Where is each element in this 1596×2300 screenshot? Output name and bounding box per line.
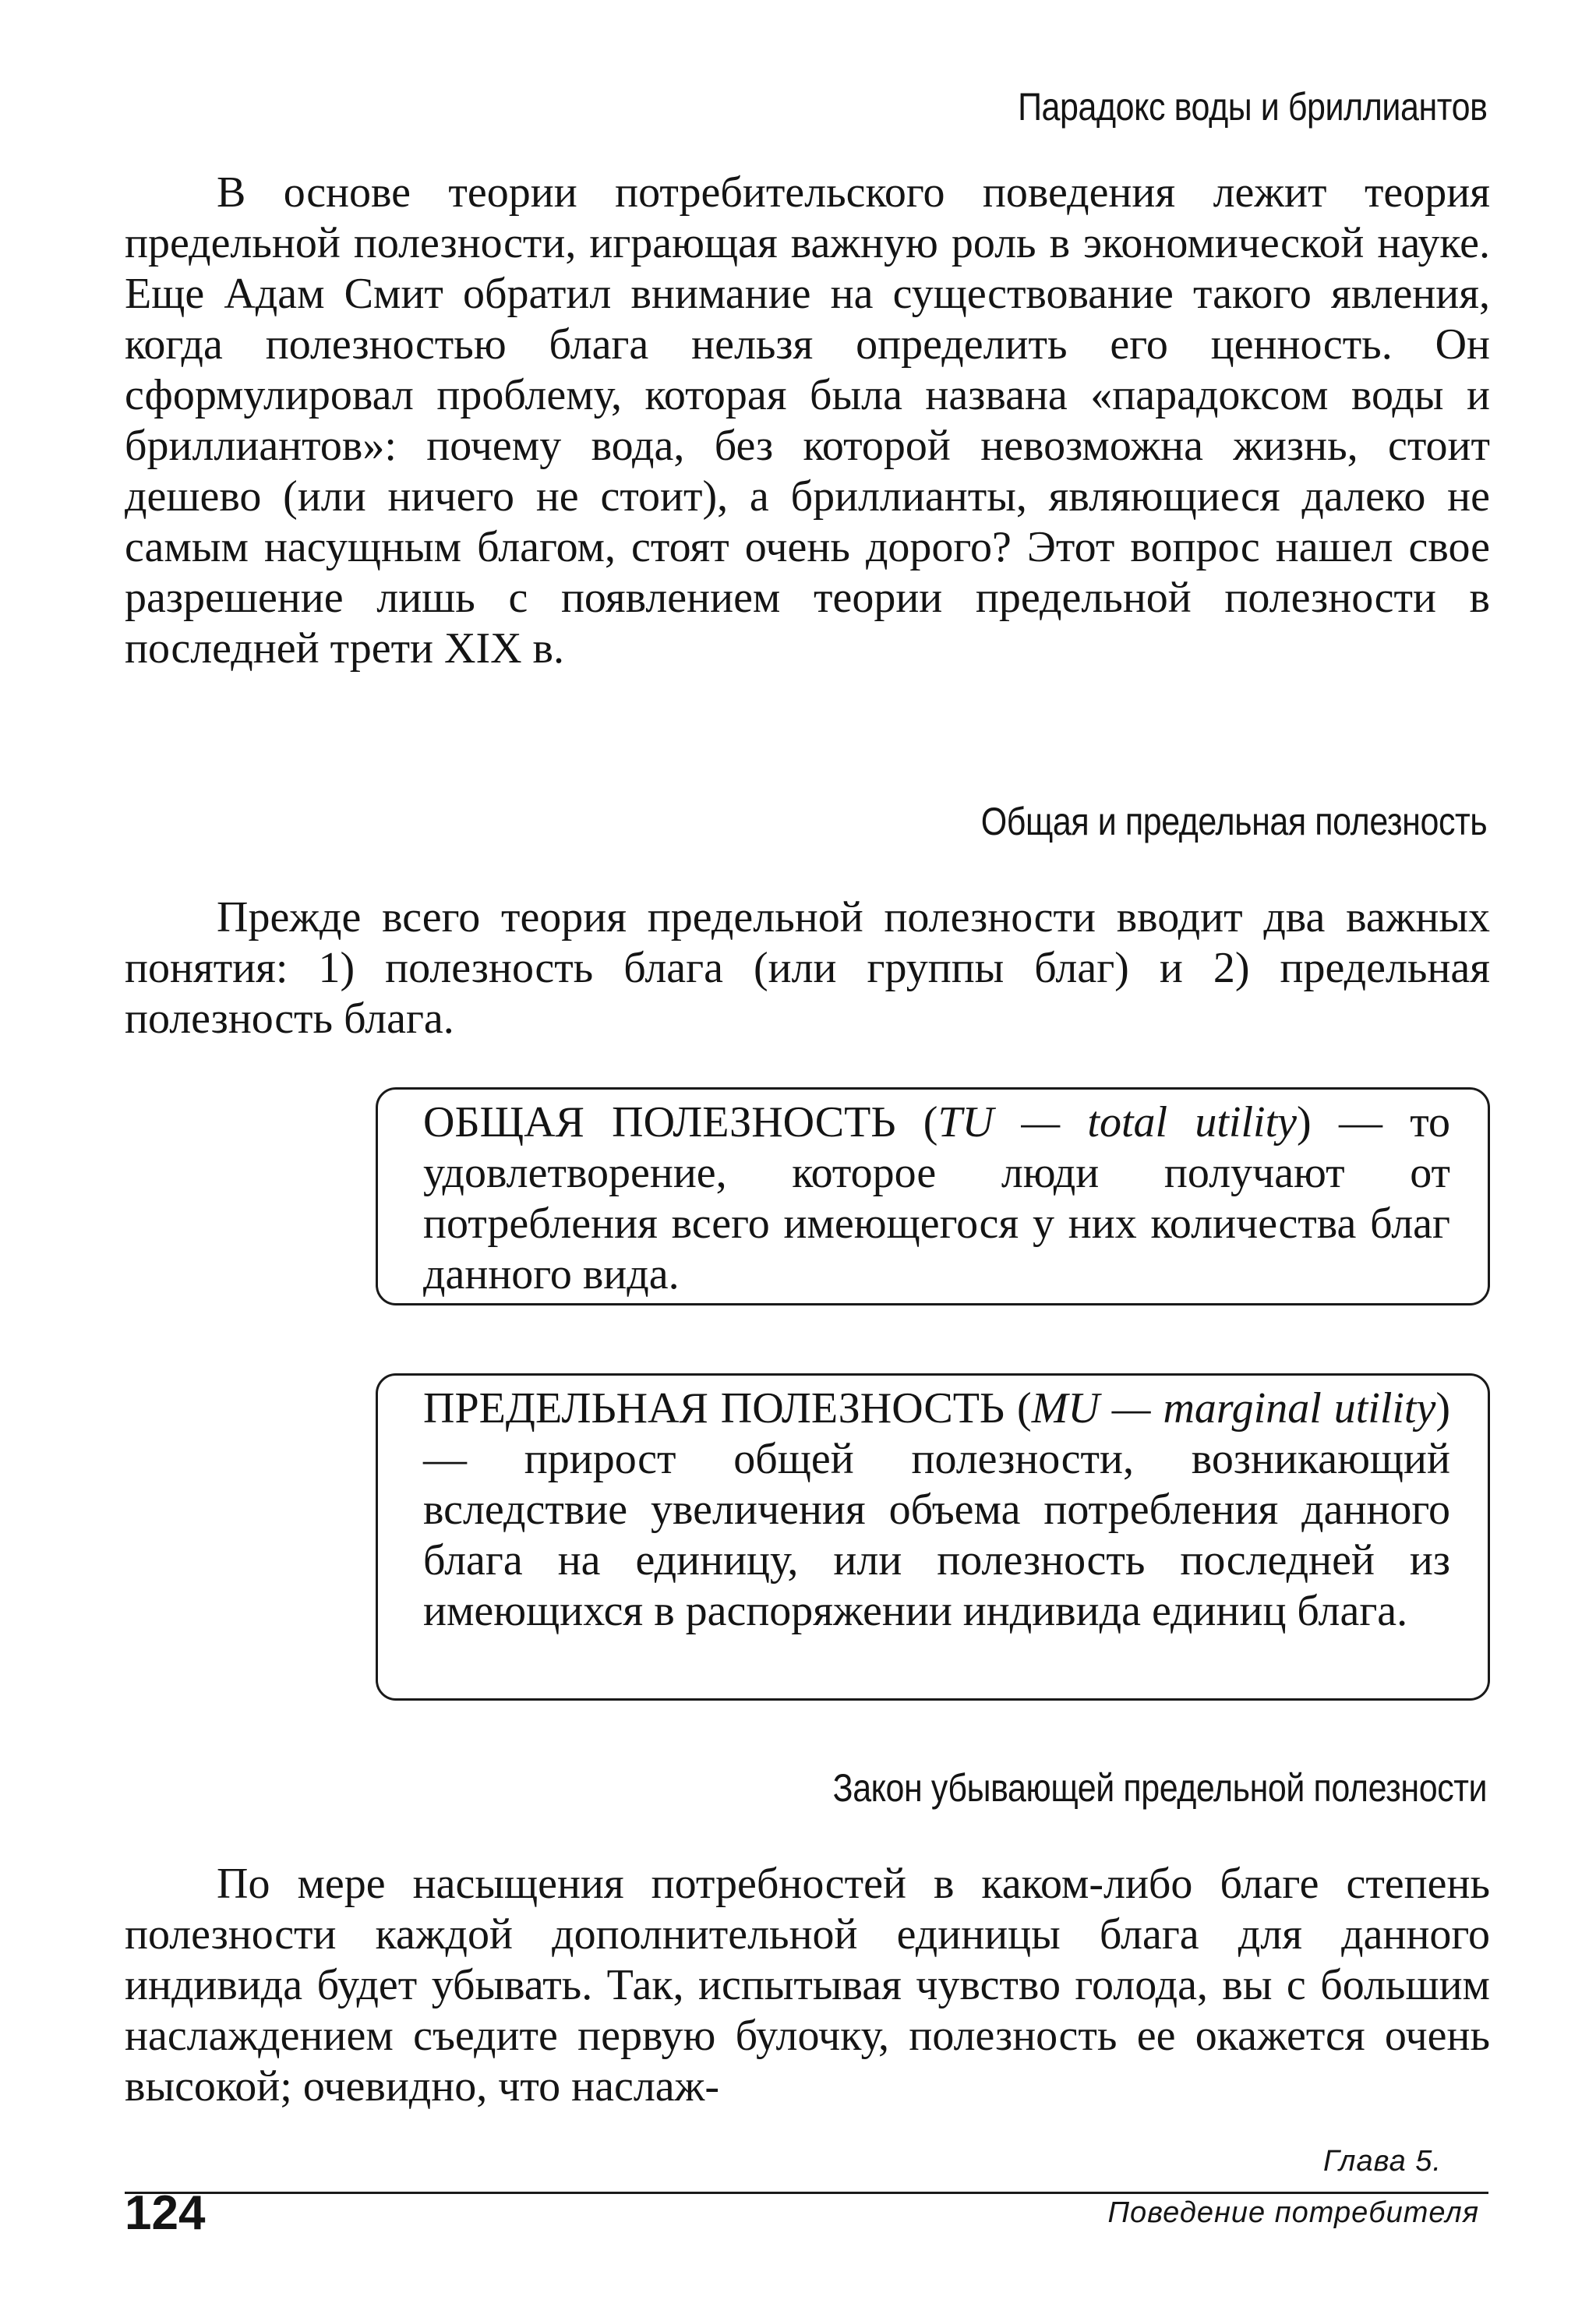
definition-text: — то удовлетворение, которое люди получают от потребления всего имеющегося у них количества благ данного вида. [423, 1098, 1451, 1298]
definition-term: ПРЕДЕЛЬНАЯ ПОЛЕЗНОСТЬ [423, 1384, 1005, 1433]
law-paragraph: По мере насыщения потребностей в каком-либо благе степень полезности каждой дополнительной единицы блага для данного индивида будет убывать. Так, испытывая чувство голода, вы с большим наслаждением съедите первую булочку, полезность ее окажется очень высокой; очевидно, что наслаж- [125, 1860, 1490, 2111]
section-heading-diminishing-marginal-utility: Закон убывающей предельной полезности [832, 1766, 1487, 1810]
running-header: Парадокс воды и бриллиантов [1017, 85, 1487, 129]
footer-chapter: Глава 5. [1323, 2145, 1442, 2178]
definition-box-marginal-utility: ПРЕДЕЛЬНАЯ ПОЛЕЗНОСТЬ (MU — marginal utility) — прирост общей полезности, возникающий вследствие увеличения объема потребления данного блага на единицу, или полезность последней из имеющихся в распоряжении индивида единиц блага. [376, 1373, 1490, 1701]
intro-paragraph: В основе теории потребительского поведения лежит теория предельной полезности, играющая важную роль в экономической науке. Еще Адам Смит обратил внимание на существование такого явления, когда полезностью блага нельзя определить его ценность. Он сформулировал проблему, которая была названа «парадоксом воды и бриллиантов»: почему вода, без которой невозможна жизнь, стоит дешево (или ничего не стоит), а бриллианты, являющиеся далеко не самым насущным благом, стоят очень дорого? Этот вопрос нашел свое разрешение лишь с появлением теории предельной полезности в последней трети XIX в. [125, 168, 1490, 673]
definition-box-total-utility: ОБЩАЯ ПОЛЕЗНОСТЬ (TU — total utility) — то удовлетворение, которое люди получают от потребления всего имеющегося у них количества благ данного вида. [376, 1087, 1490, 1305]
footer-divider [125, 2192, 1488, 2194]
footer-chapter-title: Поведение потребителя [1107, 2196, 1479, 2229]
concepts-paragraph: Прежде всего теория предельной полезности вводит два важных понятия: 1) полезность блага (или группы благ) и 2) предельная полезность блага. [125, 893, 1490, 1043]
page-number: 124 [125, 2186, 206, 2240]
definition-text: — прирост общей полезности, возникающий вследствие увеличения объема потребления данного блага на единицу, или полезность последней из имеющихся в распоряжении индивида единиц блага. [423, 1435, 1450, 1635]
definition-term: ОБЩАЯ ПОЛЕЗНОСТЬ [423, 1098, 896, 1146]
section-heading-general-marginal-utility: Общая и предельная полезность [980, 800, 1487, 843]
definition-abbreviation: MU — marginal utility [1031, 1384, 1436, 1433]
definition-abbreviation: TU — total utility [937, 1098, 1298, 1146]
